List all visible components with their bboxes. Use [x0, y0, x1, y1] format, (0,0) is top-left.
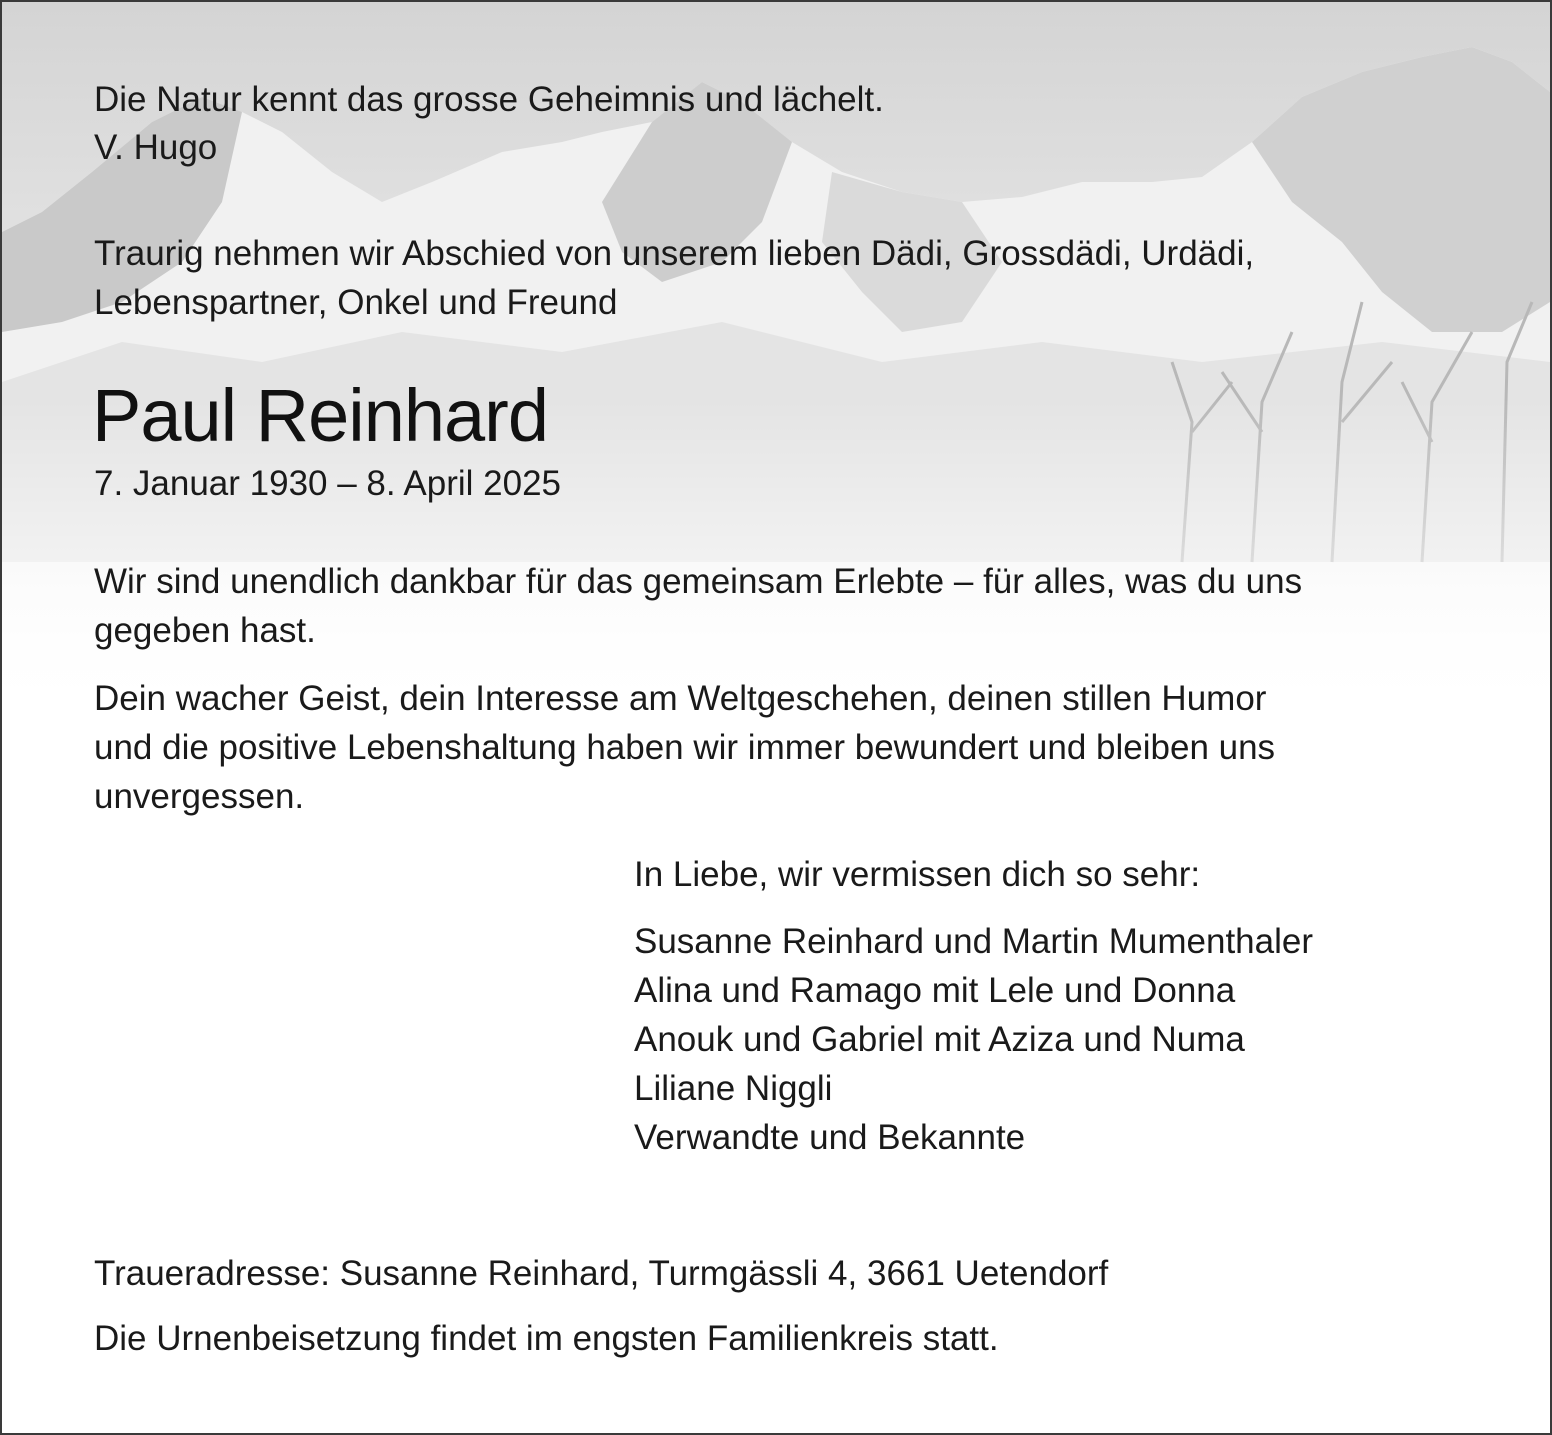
life-dates: 7. Januar 1930 – 8. April 2025: [94, 464, 562, 503]
gratitude-line-1: Wir sind unendlich dankbar für das gemeinsam Erlebte – für alles, was du uns: [94, 562, 1303, 601]
quote-text: Die Natur kennt das grosse Geheimnis und lächelt.: [94, 80, 884, 119]
mourner-name: Liliane Niggli: [634, 1069, 833, 1108]
mourning-address: Traueradresse: Susanne Reinhard, Turmgässli 4, 3661 Uetendorf: [94, 1254, 1109, 1293]
tribute-line-1: Dein wacher Geist, dein Interesse am Weltgeschehen, deinen stillen Humor: [94, 679, 1267, 718]
mourner-name: Susanne Reinhard und Martin Mumenthaler: [634, 922, 1313, 961]
mourners-heading: In Liebe, wir vermissen dich so sehr:: [634, 855, 1201, 894]
tribute-line-2: und die positive Lebenshaltung haben wir immer bewundert und bleiben uns: [94, 728, 1276, 767]
intro-line-1: Traurig nehmen wir Abschied von unserem lieben Dädi, Grossdädi, Urdädi,: [94, 234, 1255, 273]
mourner-name: Verwandte und Bekannte: [634, 1118, 1026, 1157]
deceased-name: Paul Reinhard: [92, 374, 548, 457]
intro-line-2: Lebenspartner, Onkel und Freund: [94, 283, 618, 322]
burial-note: Die Urnenbeisetzung findet im engsten Familienkreis statt.: [94, 1319, 999, 1358]
gratitude-line-2: gegeben hast.: [94, 611, 316, 650]
tribute-line-3: unvergessen.: [94, 777, 305, 816]
mourner-name: Alina und Ramago mit Lele und Donna: [634, 971, 1236, 1010]
quote-author: V. Hugo: [94, 128, 218, 167]
mourner-name: Anouk und Gabriel mit Aziza und Numa: [634, 1020, 1245, 1059]
